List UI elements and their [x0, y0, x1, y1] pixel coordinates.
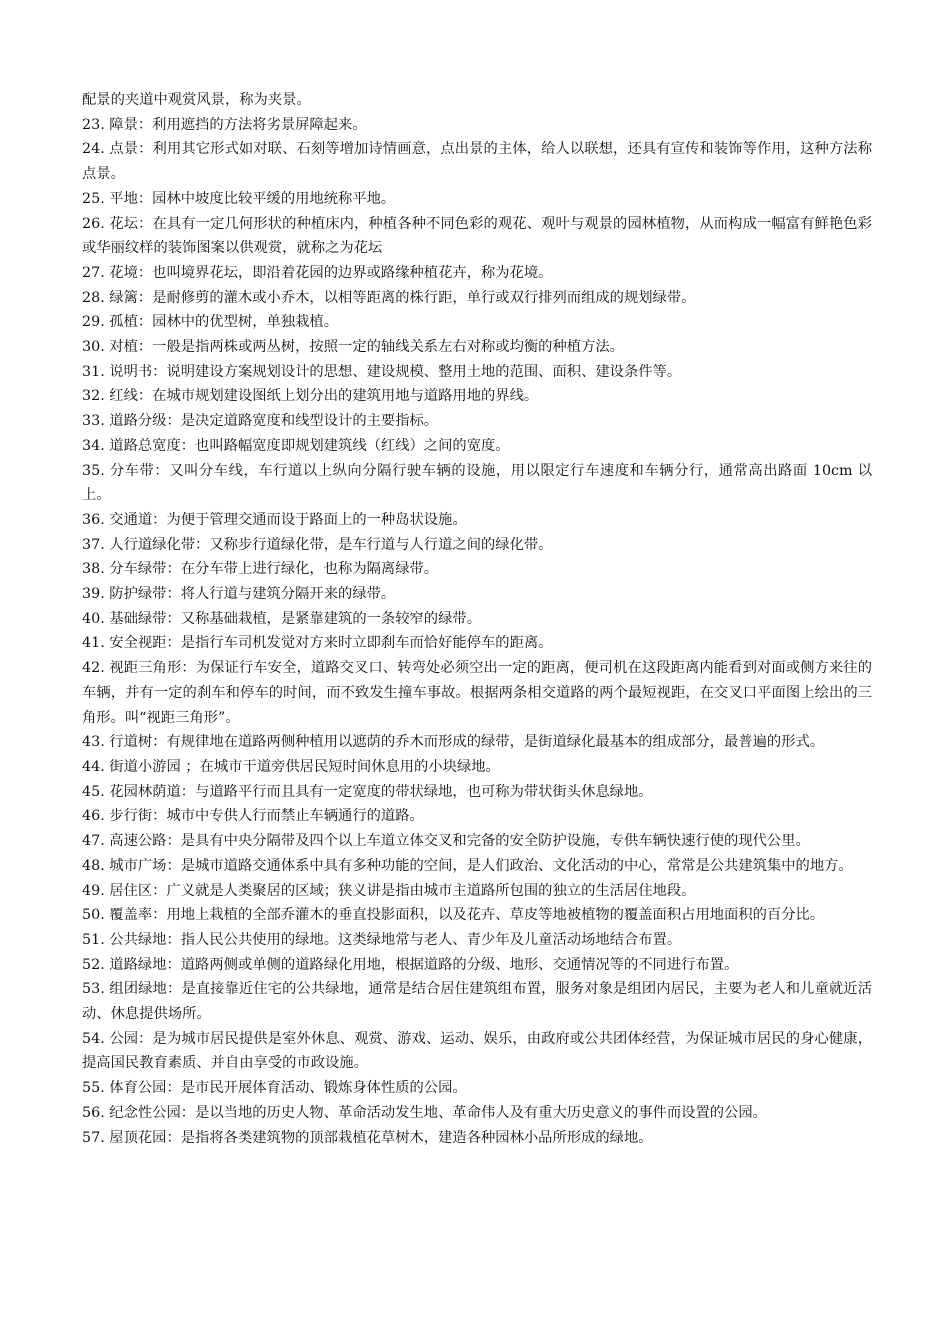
entry-35-fenchedai: 35. 分车带：又叫分车线，车行道以上纵向分隔行驶车辆的设施，用以限定行车速度和车辆分行，通常高出路面 10cm 以上。	[82, 462, 872, 504]
entry-51-gonggong-lvdi: 51. 公共绿地：指人民公共使用的绿地。这类绿地常与老人、青少年及儿童活动场地结合布置。	[82, 931, 682, 948]
entry-42-shiju-sanjiaoxing: 42. 视距三角形：为保证行车安全，道路交叉口、转弯处必须空出一定的距离，便司机在这段距离内能看到对面或侧方来往的车辆，并有一定的刹车和停车的时间，而不致发生撞车事故。根据两条相交道路的两个最短视距，在交叉口平面图上绘出的三角形。叫“视距三角形”。	[82, 660, 872, 726]
entry-44-jiedao-xiaoyouyuan: 44. 街道小游园 ；在城市干道旁供居民短时间休息用的小块绿地。	[82, 758, 500, 775]
entry-41-anquan-shiju: 41. 安全视距：是指行车司机发觉对方来时立即刹车而恰好能停车的距离。	[82, 635, 553, 652]
entry-50-fugailv: 50. 覆盖率：用地上栽植的全部乔灌木的垂直投影面积，以及花卉、草皮等地被植物的覆盖面积占用地面积的百分比。	[82, 907, 825, 924]
entry-53-zutuan-lvdi: 53. 组团绿地：是直接靠近住宅的公共绿地，通常是结合居住建筑组布置，服务对象是组团内居民，主要为老人和儿童就近活动、休息提供场所。	[82, 981, 872, 1023]
entry-30-duizhi: 30. 对植：一般是指两株或两丛树，按照一定的轴线关系左右对称或均衡的种植方法。	[82, 339, 624, 356]
entry-24-dianjing: 24. 点景：利用其它形式如对联、石刻等增加诗情画意，点出景的主体，给人以联想，还具有宣传和装饰等作用，这种方法称点景。	[82, 141, 872, 183]
document-page	[82, 88, 872, 1150]
entry-47-gaosu-gonglu: 47. 高速公路：是具有中央分隔带及四个以上车道立体交叉和完备的安全防护设施，专供车辆快速行使的现代公里。	[82, 833, 810, 850]
entry-26-huatan: 26. 花坛：在具有一定几何形状的种植床内，种植各种不同色彩的观花、观叶与观景的园林植物，从而构成一幅富有鲜艳色彩或华丽纹样的装饰图案以供观赏，就称之为花坛	[82, 215, 872, 257]
entry-36-jiaotongdao: 36. 交通道：为便于管理交通而设于路面上的一种岛状设施。	[82, 511, 467, 528]
entry-45-huayuan-linyindao: 45. 花园林荫道：与道路平行而且具有一定宽度的带状绿地，也可称为带状街头休息绿地。	[82, 783, 653, 800]
entry-57-wuding-huayuan: 57. 屋顶花园：是指将各类建筑物的顶部栽植花草树木，建造各种园林小品所形成的绿地。	[82, 1129, 653, 1146]
entry-27-huajing: 27. 花境：也叫境界花坛，即沿着花园的边界或路缘种植花卉，称为花境。	[82, 264, 553, 281]
entry-32-hongxian: 32. 红线：在城市规划建设图纸上划分出的建筑用地与道路用地的界线。	[82, 388, 539, 405]
entry-56-jinianxing-gongyuan: 56. 纪念性公园：是以当地的历史人物、革命活动发生地、革命伟人及有重大历史意义的事件而设置的公园。	[82, 1104, 767, 1121]
entry-52-daolu-lvdi: 52. 道路绿地：道路两侧或单侧的道路绿化用地，根据道路的分级、地形、交通情况等的不同进行布置。	[82, 956, 739, 973]
entry-25-pingdi: 25. 平地：园林中坡度比较平缓的用地统称平地。	[82, 190, 396, 207]
entry-28-lvli: 28. 绿篱：是耐修剪的灌木或小乔木，以相等距离的株行距，单行或双行排列而组成的规划绿带。	[82, 289, 696, 306]
entry-49-juzhuqu: 49. 居住区：广义就是人类聚居的区域；狭义讲是指由城市主道路所包围的独立的生活居住地段。	[82, 882, 696, 899]
entry-40-jichu-lvdai: 40. 基础绿带：又称基础栽植，是紧靠建筑的一条较窄的绿带。	[82, 610, 481, 627]
entry-46-buxingjie: 46. 步行街：城市中专供人行而禁止车辆通行的道路。	[82, 808, 424, 825]
entry-54-gongyuan: 54. 公园：是为城市居民提供是室外休息、观赏、游戏、运动、娱乐，由政府或公共团体经营，为保证城市居民的身心健康，提高国民教育素质、并自由享受的市政设施。	[82, 1030, 872, 1072]
entry-33-daolu-fenji: 33. 道路分级：是决定道路宽度和线型设计的主要指标。	[82, 413, 439, 430]
entry-48-chengshi-guangchang: 48. 城市广场：是城市道路交通体系中具有多种功能的空间，是人们政治、文化活动的中心，常常是公共建筑集中的地方。	[82, 857, 853, 874]
entry-38-fenche-lvdai: 38. 分车绿带：在分车带上进行绿化，也称为隔离绿带。	[82, 561, 439, 578]
entry-37-renxingdao-lvhuadai: 37. 人行道绿化带：又称步行道绿化带，是车行道与人行道之间的绿化带。	[82, 536, 553, 553]
entry-43-xingdaoshu: 43. 行道树：有规律地在道路两侧种植用以遮荫的乔木而形成的绿带，是街道绿化最基本的组成部分，最普遍的形式。	[82, 734, 825, 751]
entry-31-shuomingshu: 31. 说明书：说明建设方案规划设计的思想、建设规模、整用土地的范围、面积、建设条件等。	[82, 363, 682, 380]
entry-39-fanghu-lvdai: 39. 防护绿带：将人行道与建筑分隔开来的绿带。	[82, 586, 396, 603]
entry-55-tiyu-gongyuan: 55. 体育公园：是市民开展体育活动、锻炼身体性质的公园。	[82, 1080, 467, 1097]
entry-text: 配景的夹道中观赏风景，称为夹景。	[82, 92, 311, 108]
entry-29-guzhi: 29. 孤植：园林中的优型树，单独栽植。	[82, 314, 339, 331]
entry-34-daolu-zongkuandu: 34. 道路总宽度：也叫路幅宽度即规划建筑线（红线）之间的宽度。	[82, 437, 510, 454]
entry-23-zhangjing: 23. 障景：利用遮挡的方法将劣景屏障起来。	[82, 116, 367, 133]
